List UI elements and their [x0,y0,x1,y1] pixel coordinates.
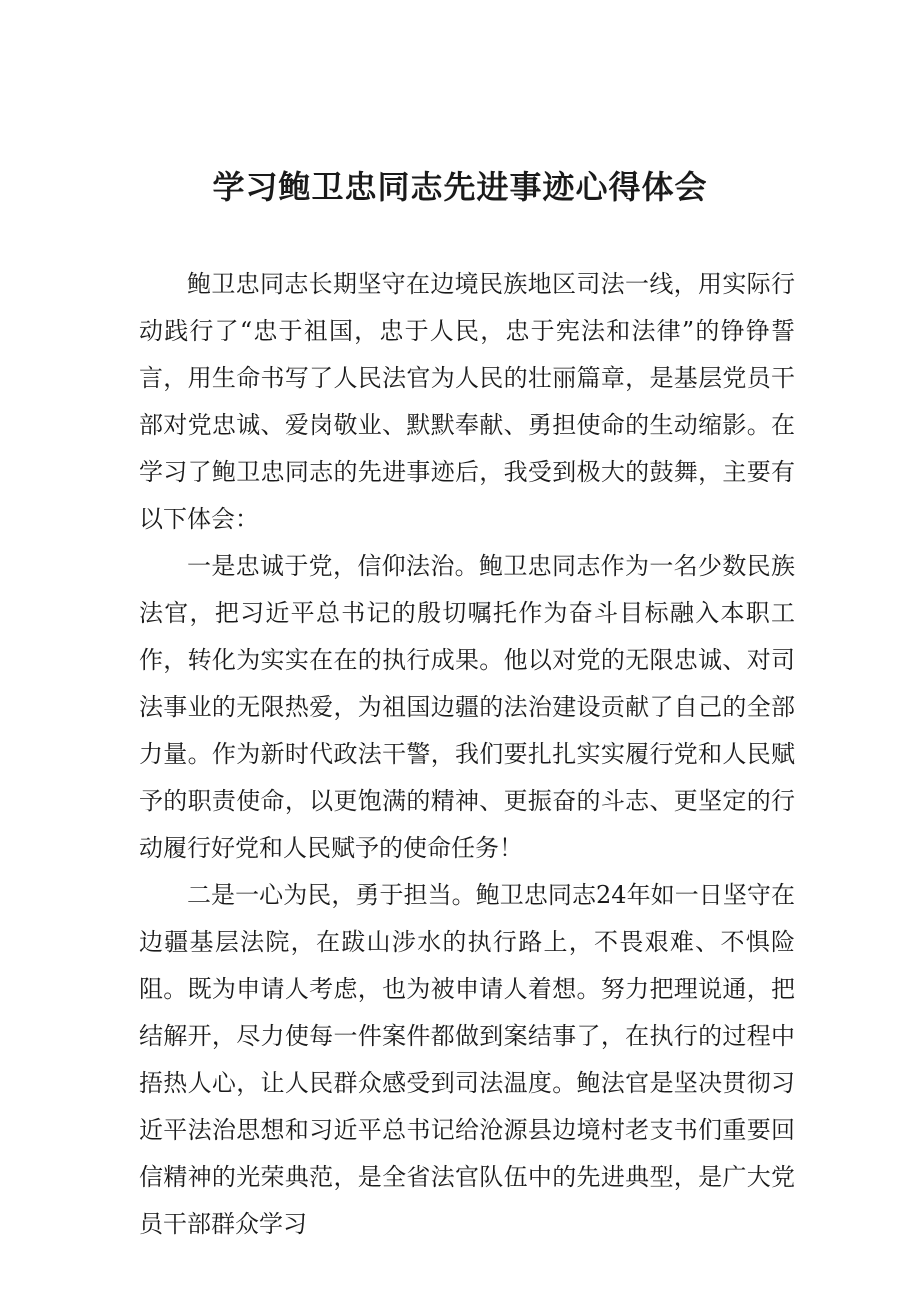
document-body [139,261,795,1248]
document-title: 学习鲍卫忠同志先进事迹心得体会 [212,168,708,206]
paragraph-point-two: 二是一心为民，勇于担当。鲍卫忠同志24年如一日坚守在边疆基层法院，在跋山涉水的执行路上，不畏艰难、不惧险阻。既为申请人考虑，也为被申请人着想。努力把理说通，把结解开，尽力使每一件案件都做到案结事了，在执行的过程中捂热人心，让人民群众感受到司法温度。鲍法官是坚决贯彻习近平法治思想和习近平总书记给沧源县边境村老支书们重要回信精神的光荣典范，是全省法官队伍中的先进典型，是广大党员干部群众学习 [139,881,795,1238]
paragraph-intro: 鲍卫忠同志长期坚守在边境民族地区司法一线，用实际行动践行了“忠于祖国，忠于人民，忠于宪法和法律”的铮铮誓言，用生命书写了人民法官为人民的壮丽篇章，是基层党员干部对党忠诚、爱岗敬业、默默奉献、勇担使命的生动缩影。在学习了鲍卫忠同志的先进事迹后，我受到极大的鼓舞，主要有以下体会： [139,270,795,533]
paragraph-point-one: 一是忠诚于党，信仰法治。鲍卫忠同志作为一名少数民族法官，把习近平总书记的殷切嘱托作为奋斗目标融入本职工作，转化为实实在在的执行成果。他以对党的无限忠诚、对司法事业的无限热爱，为祖国边疆的法治建设贡献了自己的全部力量。作为新时代政法干警，我们要扎扎实实履行党和人民赋予的职责使命，以更饱满的精神、更振奋的斗志、更坚定的行动履行好党和人民赋予的使命任务！ [139,552,795,862]
